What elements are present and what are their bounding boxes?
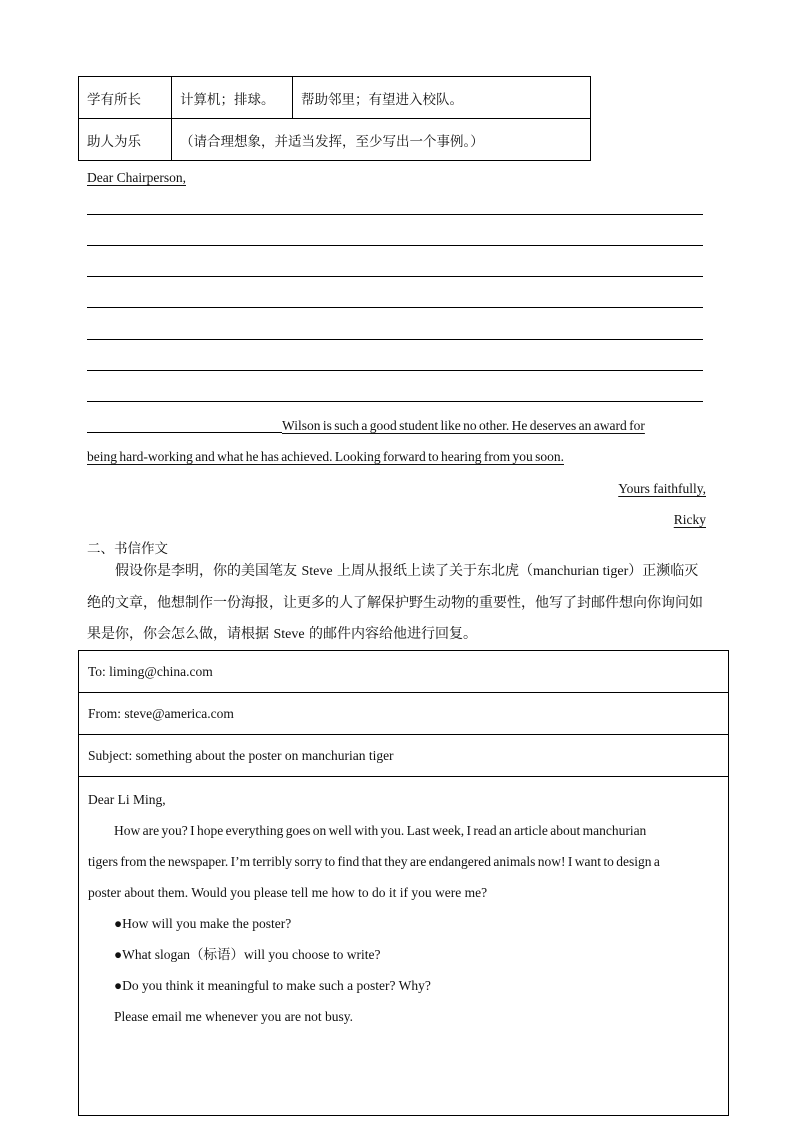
letter-closing-line-1: Wilson is such a good student like no other. He deserves an award for [282, 418, 645, 433]
letter-salutation: Dear Chairperson, [87, 170, 186, 185]
writing-line-short [87, 432, 282, 433]
email-line: tigers from the newspaper. I’m terribly sorry to find that they are endangered animals now! I want to design a [88, 854, 660, 869]
table-cell-note: （请合理想象，并适当发挥，至少写出一个事例。） [172, 119, 591, 161]
letter-signature: Ricky [673, 512, 706, 527]
letter-signoff: Yours faithfully, [618, 481, 706, 496]
email-line: poster about them. Would you please tell me how to do it if you were me? [88, 885, 488, 900]
writing-line [87, 339, 703, 340]
table-cell-label: 助人为乐 [79, 119, 172, 161]
prompt-text: ）正濒临灭绝的文章，他想制作一份海报，让更多的人了解保护野生动物的重要性，他写了封邮件想向你询问如果是你，你会怎么做，请根据 [87, 563, 703, 642]
email-to: To: liming@china.com [79, 651, 728, 693]
prompt-text: 上周从报纸上读了关于东北虎（ [337, 563, 534, 579]
writing-line [87, 276, 703, 277]
prompt-name: Steve [273, 627, 305, 642]
email-bullet: ●What slogan（标语）will you choose to write? [114, 947, 381, 962]
letter-closing-line-2: being hard-working and what he has achieved. Looking forward to hearing from you soon. [87, 449, 564, 464]
table-row [79, 119, 591, 161]
table-cell: 计算机；排球。 [172, 77, 293, 119]
prompt-text: 的邮件内容给他进行回复。 [309, 626, 478, 642]
email-greeting: Dear Li Ming, [88, 792, 166, 807]
email-bullet: ●Do you think it meaningful to make such a poster? Why? [114, 978, 431, 993]
writing-line [87, 307, 703, 308]
writing-line [87, 214, 703, 215]
info-table [78, 76, 591, 161]
email-subject: Subject: something about the poster on manchurian tiger [79, 735, 728, 777]
table-cell: 帮助邻里；有望进入校队。 [293, 77, 591, 119]
writing-line [87, 245, 703, 246]
email-closing: Please email me whenever you are not busy. [114, 1009, 354, 1024]
email-bullet: ●How will you make the poster? [114, 916, 292, 931]
prompt-name: Steve [301, 564, 333, 579]
table-row [79, 77, 591, 119]
email-line: How are you? I hope everything goes on well with you. Last week, I read an article about manchurian [114, 823, 647, 838]
prompt-tiger: manchurian tiger [533, 564, 629, 579]
prompt-text: 假设你是李明，你的美国笔友 [115, 563, 297, 579]
email-from: From: steve@america.com [79, 693, 728, 735]
table-cell-label: 学有所长 [79, 77, 172, 119]
email-box [78, 650, 729, 1116]
section-title: 二、书信作文 [87, 541, 168, 557]
email-body [79, 777, 728, 1115]
task-prompt [87, 556, 710, 651]
writing-line [87, 401, 703, 402]
writing-line [87, 370, 703, 371]
